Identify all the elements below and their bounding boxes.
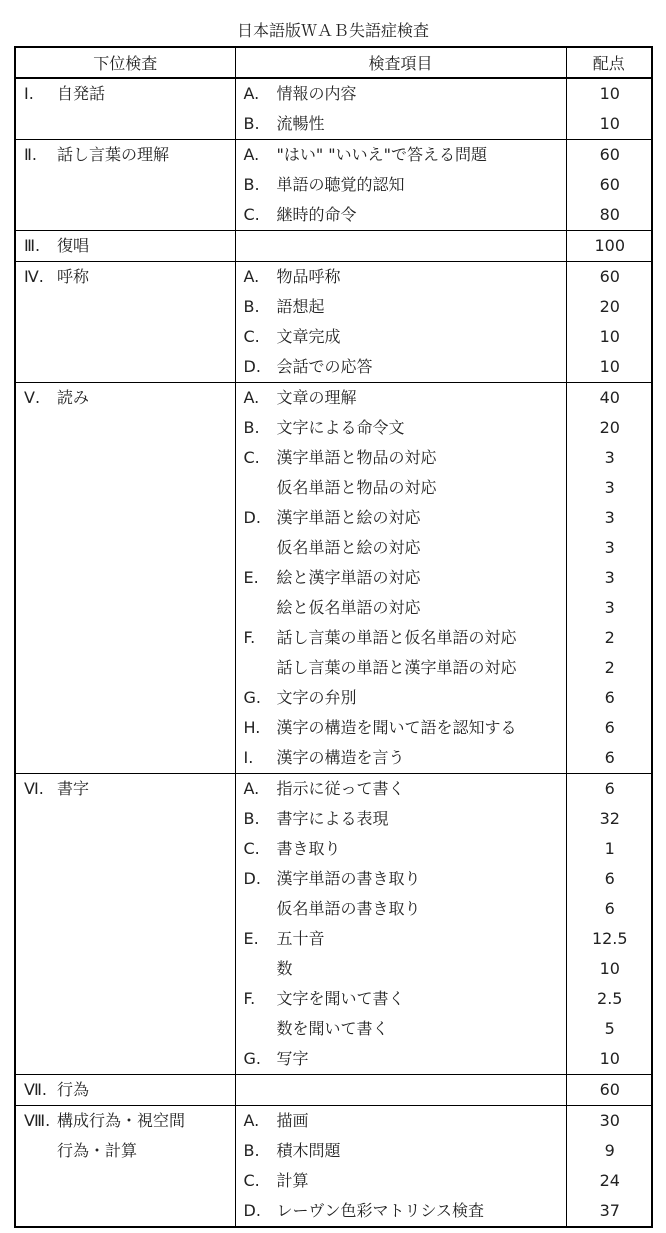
item-label: 仮名単語と物品の対応 xyxy=(276,478,437,497)
item-label: 五十音 xyxy=(276,929,325,948)
test-item xyxy=(236,984,566,1014)
test-item xyxy=(236,503,566,533)
subtest-group xyxy=(15,231,652,262)
item-letter: I. xyxy=(243,748,254,767)
item-label: 話し言葉の単語と仮名単語の対応 xyxy=(276,628,517,647)
item-score: 60 xyxy=(599,267,620,286)
header-subtest: 下位検査 xyxy=(15,47,235,78)
table-row xyxy=(15,383,652,774)
points-cell xyxy=(566,383,652,774)
subtest-label: 行為 xyxy=(57,1080,90,1099)
wab-test-table xyxy=(14,46,653,1228)
subtest-group xyxy=(15,1075,652,1106)
table-row xyxy=(15,774,652,1075)
test-item xyxy=(236,593,566,623)
item-letter: G. xyxy=(243,1049,261,1068)
header-points: 配点 xyxy=(566,47,652,78)
items-cell xyxy=(235,1075,566,1106)
item-score: 1 xyxy=(604,839,615,858)
item-letter: A. xyxy=(243,388,260,407)
item-label: "はい" "いいえ"で答える問題 xyxy=(276,145,488,164)
subtest-cell xyxy=(15,1106,235,1228)
test-item xyxy=(236,804,566,834)
document-title: 日本語版ＷＡＢ失語症検査 xyxy=(236,21,429,40)
subtest-numeral: Ⅷ. xyxy=(24,1111,51,1130)
test-item xyxy=(236,170,566,200)
subtest-cell xyxy=(15,262,235,383)
subtest-label: 書字 xyxy=(57,779,90,798)
test-item xyxy=(236,924,566,954)
item-score: 20 xyxy=(599,418,620,437)
item-score: 30 xyxy=(599,1111,620,1130)
item-letter: C. xyxy=(243,1171,260,1190)
item-label: 写字 xyxy=(276,1049,309,1068)
subtest-numeral: Ⅵ. xyxy=(24,779,44,798)
test-item xyxy=(236,262,566,292)
item-score: 10 xyxy=(599,114,620,133)
item-label: 数 xyxy=(276,959,293,978)
test-item xyxy=(236,322,566,352)
test-item xyxy=(236,200,566,230)
subtest-name xyxy=(16,231,235,261)
table-row xyxy=(15,1075,652,1106)
item-label: 書き取り xyxy=(276,839,341,858)
item-label: 流暢性 xyxy=(276,114,325,133)
item-score: 32 xyxy=(599,809,620,828)
item-label: 指示に従って書く xyxy=(276,779,405,798)
item-score: 3 xyxy=(604,598,615,617)
item-letter: C. xyxy=(243,327,260,346)
item-score: 6 xyxy=(604,748,615,767)
test-item xyxy=(236,79,566,109)
item-score: 6 xyxy=(604,899,615,918)
item-letter: C. xyxy=(243,448,260,467)
item-letter: G. xyxy=(243,688,261,707)
item-score: 3 xyxy=(604,538,615,557)
points-cell xyxy=(566,262,652,383)
subtest-label: 復唱 xyxy=(57,236,90,255)
items-cell xyxy=(235,140,566,231)
subtest-name xyxy=(16,1075,235,1105)
item-label: 計算 xyxy=(276,1171,309,1190)
item-label: 文字を聞いて書く xyxy=(276,989,405,1008)
item-letter: E. xyxy=(243,929,259,948)
subtest-group xyxy=(15,140,652,231)
item-score: 12.5 xyxy=(591,929,628,948)
test-item xyxy=(236,774,566,804)
subtest-label: 読み xyxy=(57,388,90,407)
test-item xyxy=(236,352,566,382)
points-cell xyxy=(566,774,652,1075)
items-cell xyxy=(235,1106,566,1228)
test-item xyxy=(236,292,566,322)
item-letter: A. xyxy=(243,779,260,798)
item-label: 絵と仮名単語の対応 xyxy=(276,598,421,617)
points-cell xyxy=(566,78,652,140)
table-header xyxy=(15,47,652,78)
subtest-group xyxy=(15,1106,652,1228)
test-item xyxy=(236,109,566,139)
test-item xyxy=(236,954,566,984)
test-item xyxy=(236,1106,566,1136)
item-score: 6 xyxy=(604,869,615,888)
items-cell xyxy=(235,262,566,383)
subtest-label: 呼称 xyxy=(57,267,90,286)
item-label: 仮名単語と絵の対応 xyxy=(276,538,421,557)
item-label: 漢字の構造を言う xyxy=(276,748,405,767)
item-label: 文字による命令文 xyxy=(276,418,405,437)
item-score: 10 xyxy=(599,959,620,978)
item-label: 文章完成 xyxy=(276,327,341,346)
item-letter: A. xyxy=(243,1111,260,1130)
item-label: 話し言葉の単語と漢字単語の対応 xyxy=(276,658,517,677)
item-letter: D. xyxy=(243,1201,261,1220)
test-item xyxy=(236,231,566,261)
header-items: 検査項目 xyxy=(235,47,566,78)
subtest-cell xyxy=(15,231,235,262)
item-letter: C. xyxy=(243,839,260,858)
item-label: 漢字単語の書き取り xyxy=(276,869,421,888)
item-label: 語想起 xyxy=(276,297,325,316)
item-letter: A. xyxy=(243,267,260,286)
subtest-name xyxy=(16,140,235,170)
item-score: 20 xyxy=(599,297,620,316)
subtest-cell xyxy=(15,383,235,774)
item-letter: B. xyxy=(243,297,260,316)
item-label: 描画 xyxy=(276,1111,309,1130)
subtest-name xyxy=(16,79,235,109)
test-item xyxy=(236,563,566,593)
points-cell xyxy=(566,1106,652,1228)
subtest-name xyxy=(16,262,235,292)
item-label: 漢字単語と物品の対応 xyxy=(276,448,437,467)
test-item xyxy=(236,1044,566,1074)
test-item xyxy=(236,533,566,563)
test-item xyxy=(236,383,566,413)
test-item xyxy=(236,140,566,170)
points-cell xyxy=(566,1075,652,1106)
item-score: 60 xyxy=(599,145,620,164)
item-label: 継時的命令 xyxy=(276,205,357,224)
item-score: 2 xyxy=(604,658,615,677)
subtest-cell xyxy=(15,140,235,231)
subtest-numeral: Ⅱ. xyxy=(24,145,37,164)
subtest-label: 行為・計算 xyxy=(57,1141,138,1160)
subtest-group xyxy=(15,774,652,1075)
test-item xyxy=(236,1014,566,1044)
item-score: 100 xyxy=(594,236,626,255)
item-letter: B. xyxy=(243,175,260,194)
items-cell xyxy=(235,78,566,140)
subtest-name xyxy=(16,383,235,413)
test-item xyxy=(236,713,566,743)
item-label: 絵と漢字単語の対応 xyxy=(276,568,421,587)
item-label: 仮名単語の書き取り xyxy=(276,899,421,918)
points-cell xyxy=(566,140,652,231)
subtest-group xyxy=(15,78,652,140)
item-letter: F. xyxy=(243,628,256,647)
subtest-cell xyxy=(15,1075,235,1106)
item-label: 文字の弁別 xyxy=(276,688,357,707)
item-letter: B. xyxy=(243,809,260,828)
test-item xyxy=(236,864,566,894)
item-letter: D. xyxy=(243,508,261,527)
subtest-name xyxy=(16,1136,235,1166)
item-letter: E. xyxy=(243,568,259,587)
item-label: 漢字の構造を聞いて語を認知する xyxy=(276,718,517,737)
item-score: 10 xyxy=(599,84,620,103)
subtest-group xyxy=(15,262,652,383)
test-item xyxy=(236,683,566,713)
item-label: 書字による表現 xyxy=(276,809,389,828)
item-letter: B. xyxy=(243,114,260,133)
item-letter: F. xyxy=(243,989,256,1008)
item-score: 10 xyxy=(599,357,620,376)
table-row xyxy=(15,262,652,383)
subtest-numeral: Ⅶ. xyxy=(24,1080,47,1099)
test-item xyxy=(236,743,566,773)
test-item xyxy=(236,834,566,864)
subtest-label: 自発話 xyxy=(57,84,106,103)
item-label: 物品呼称 xyxy=(276,267,341,286)
item-score: 6 xyxy=(604,779,615,798)
subtest-label: 構成行為・視空間 xyxy=(57,1111,186,1130)
item-score: 2.5 xyxy=(597,989,623,1008)
item-label: 漢字単語と絵の対応 xyxy=(276,508,421,527)
items-cell xyxy=(235,383,566,774)
table-row xyxy=(15,1106,652,1228)
table-row xyxy=(15,140,652,231)
item-label: 数を聞いて書く xyxy=(276,1019,389,1038)
subtest-numeral: Ⅴ. xyxy=(24,388,41,407)
item-letter: D. xyxy=(243,869,261,888)
item-score: 40 xyxy=(599,388,620,407)
item-score: 37 xyxy=(599,1201,620,1220)
item-score: 3 xyxy=(604,568,615,587)
item-score: 3 xyxy=(604,508,615,527)
test-item xyxy=(236,894,566,924)
item-score: 3 xyxy=(604,478,615,497)
test-item xyxy=(236,1196,566,1226)
item-score: 10 xyxy=(599,1049,620,1068)
item-label: 会話での応答 xyxy=(276,357,373,376)
table-row xyxy=(15,231,652,262)
subtest-numeral: Ⅰ. xyxy=(24,84,34,103)
item-score: 24 xyxy=(599,1171,620,1190)
items-cell xyxy=(235,231,566,262)
subtest-name xyxy=(16,774,235,804)
item-letter: H. xyxy=(243,718,261,737)
item-letter: B. xyxy=(243,1141,260,1160)
items-cell xyxy=(235,774,566,1075)
subtest-label: 話し言葉の理解 xyxy=(57,145,170,164)
item-score: 9 xyxy=(604,1141,615,1160)
table-row xyxy=(15,78,652,140)
subtest-cell xyxy=(15,774,235,1075)
item-score: 2 xyxy=(604,628,615,647)
item-letter: A. xyxy=(243,145,260,164)
item-score: 3 xyxy=(604,448,615,467)
item-label: 情報の内容 xyxy=(276,84,357,103)
test-item xyxy=(236,623,566,653)
subtest-cell xyxy=(15,78,235,140)
points-cell xyxy=(566,231,652,262)
subtest-numeral: Ⅲ. xyxy=(24,236,41,255)
item-score: 60 xyxy=(599,1080,620,1099)
item-score: 5 xyxy=(604,1019,615,1038)
item-letter: D. xyxy=(243,357,261,376)
test-item xyxy=(236,413,566,443)
item-score: 6 xyxy=(604,688,615,707)
subtest-group xyxy=(15,383,652,774)
item-score: 80 xyxy=(599,205,620,224)
test-item xyxy=(236,473,566,503)
item-score: 10 xyxy=(599,327,620,346)
item-label: レーヴン色彩マトリシス検査 xyxy=(276,1201,485,1220)
test-item xyxy=(236,653,566,683)
item-score: 6 xyxy=(604,718,615,737)
item-letter: C. xyxy=(243,205,260,224)
item-label: 単語の聴覚的認知 xyxy=(276,175,405,194)
test-item xyxy=(236,1166,566,1196)
subtest-name xyxy=(16,1106,235,1136)
item-letter: B. xyxy=(243,418,260,437)
item-letter: A. xyxy=(243,84,260,103)
test-item xyxy=(236,1136,566,1166)
subtest-numeral: Ⅳ. xyxy=(24,267,44,286)
item-label: 積木問題 xyxy=(276,1141,341,1160)
test-item xyxy=(236,443,566,473)
item-label: 文章の理解 xyxy=(276,388,357,407)
item-score: 60 xyxy=(599,175,620,194)
test-item xyxy=(236,1075,566,1105)
